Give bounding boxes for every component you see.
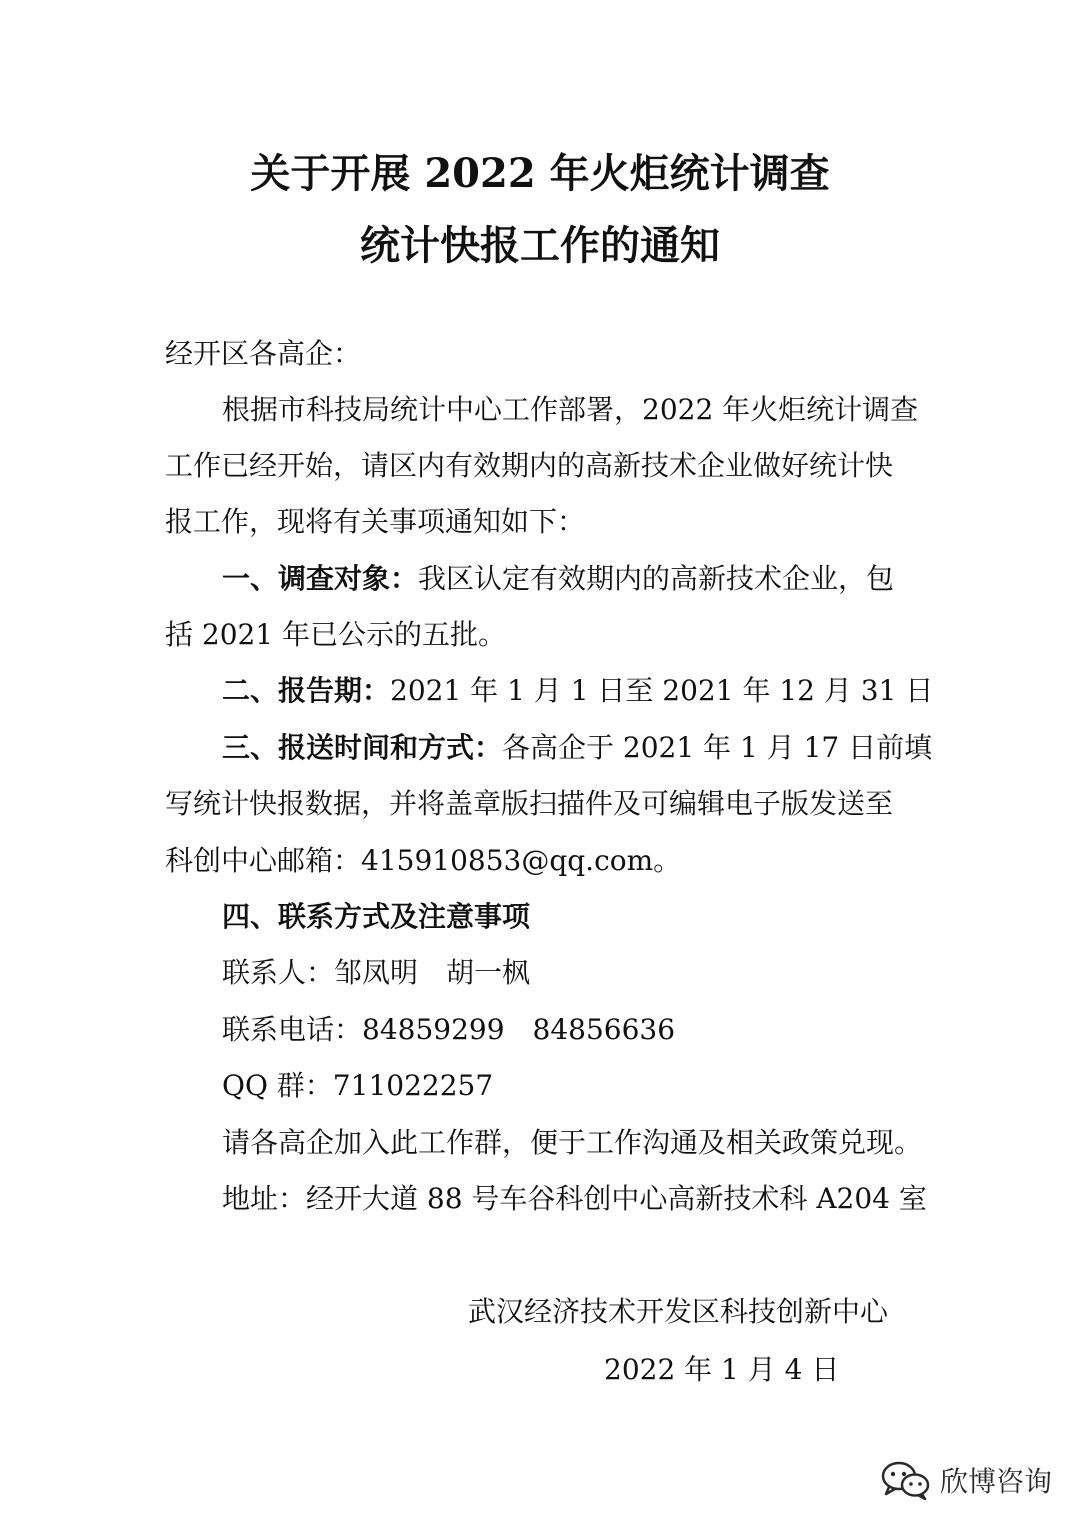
salutation: 经开区各高企： (165, 337, 362, 370)
signature-date: 2022 年 1 月 4 日 (604, 1353, 840, 1386)
contact-persons: 联系人：邹凤明 胡一枫 (222, 956, 531, 989)
join-note: 请各高企加入此工作群，便于工作沟通及相关政策兑现。 (222, 1126, 923, 1159)
section3-line-2: 写统计快报数据，并将盖章版扫描件及可编辑电子版发送至 (165, 787, 894, 820)
section1-text: 我区认定有效期内的高新技术企业，包 (418, 562, 895, 595)
section1-line-2: 括 2021 年已公示的五批。 (165, 618, 507, 651)
wechat-icon (880, 1460, 932, 1500)
section3-line-3: 科创中心邮箱：415910853@qq.com。 (165, 844, 682, 877)
section4-heading: 四、联系方式及注意事项 (222, 900, 531, 933)
watermark (880, 1460, 1052, 1500)
signature-org: 武汉经济技术开发区科技创新中心 (468, 1295, 889, 1328)
section2-text: 2021 年 1 月 1 日至 2021 年 12 月 31 日 (390, 674, 934, 707)
section3-heading: 三、报送时间和方式： (222, 731, 503, 764)
section2-line (222, 673, 933, 709)
section2-heading: 二、报告期： (222, 674, 391, 707)
section3-text: 各高企于 2021 年 1 月 17 日前填 (502, 731, 933, 764)
qq-group: QQ 群：711022257 (222, 1069, 494, 1102)
address: 地址：经开大道 88 号车谷科创中心高新技术科 A204 室 (222, 1182, 927, 1215)
intro-line-3: 报工作，现将有关事项通知如下： (165, 505, 586, 538)
section3-line-1 (222, 730, 932, 766)
contact-phone: 联系电话：84859299 84856636 (222, 1013, 676, 1046)
notice-title-line1: 关于开展 2022 年火炬统计调查 (250, 150, 830, 197)
watermark-text: 欣博咨询 (940, 1465, 1053, 1498)
intro-line-1: 根据市科技局统计中心工作部署，2022 年火炬统计调查 (222, 393, 919, 426)
section1-heading: 一、调查对象： (222, 562, 419, 595)
intro-line-2: 工作已经开始，请区内有效期内的高新技术企业做好统计快 (165, 449, 894, 482)
notice-title-line2: 统计快报工作的通知 (360, 222, 720, 269)
section1-line-1 (222, 561, 894, 597)
